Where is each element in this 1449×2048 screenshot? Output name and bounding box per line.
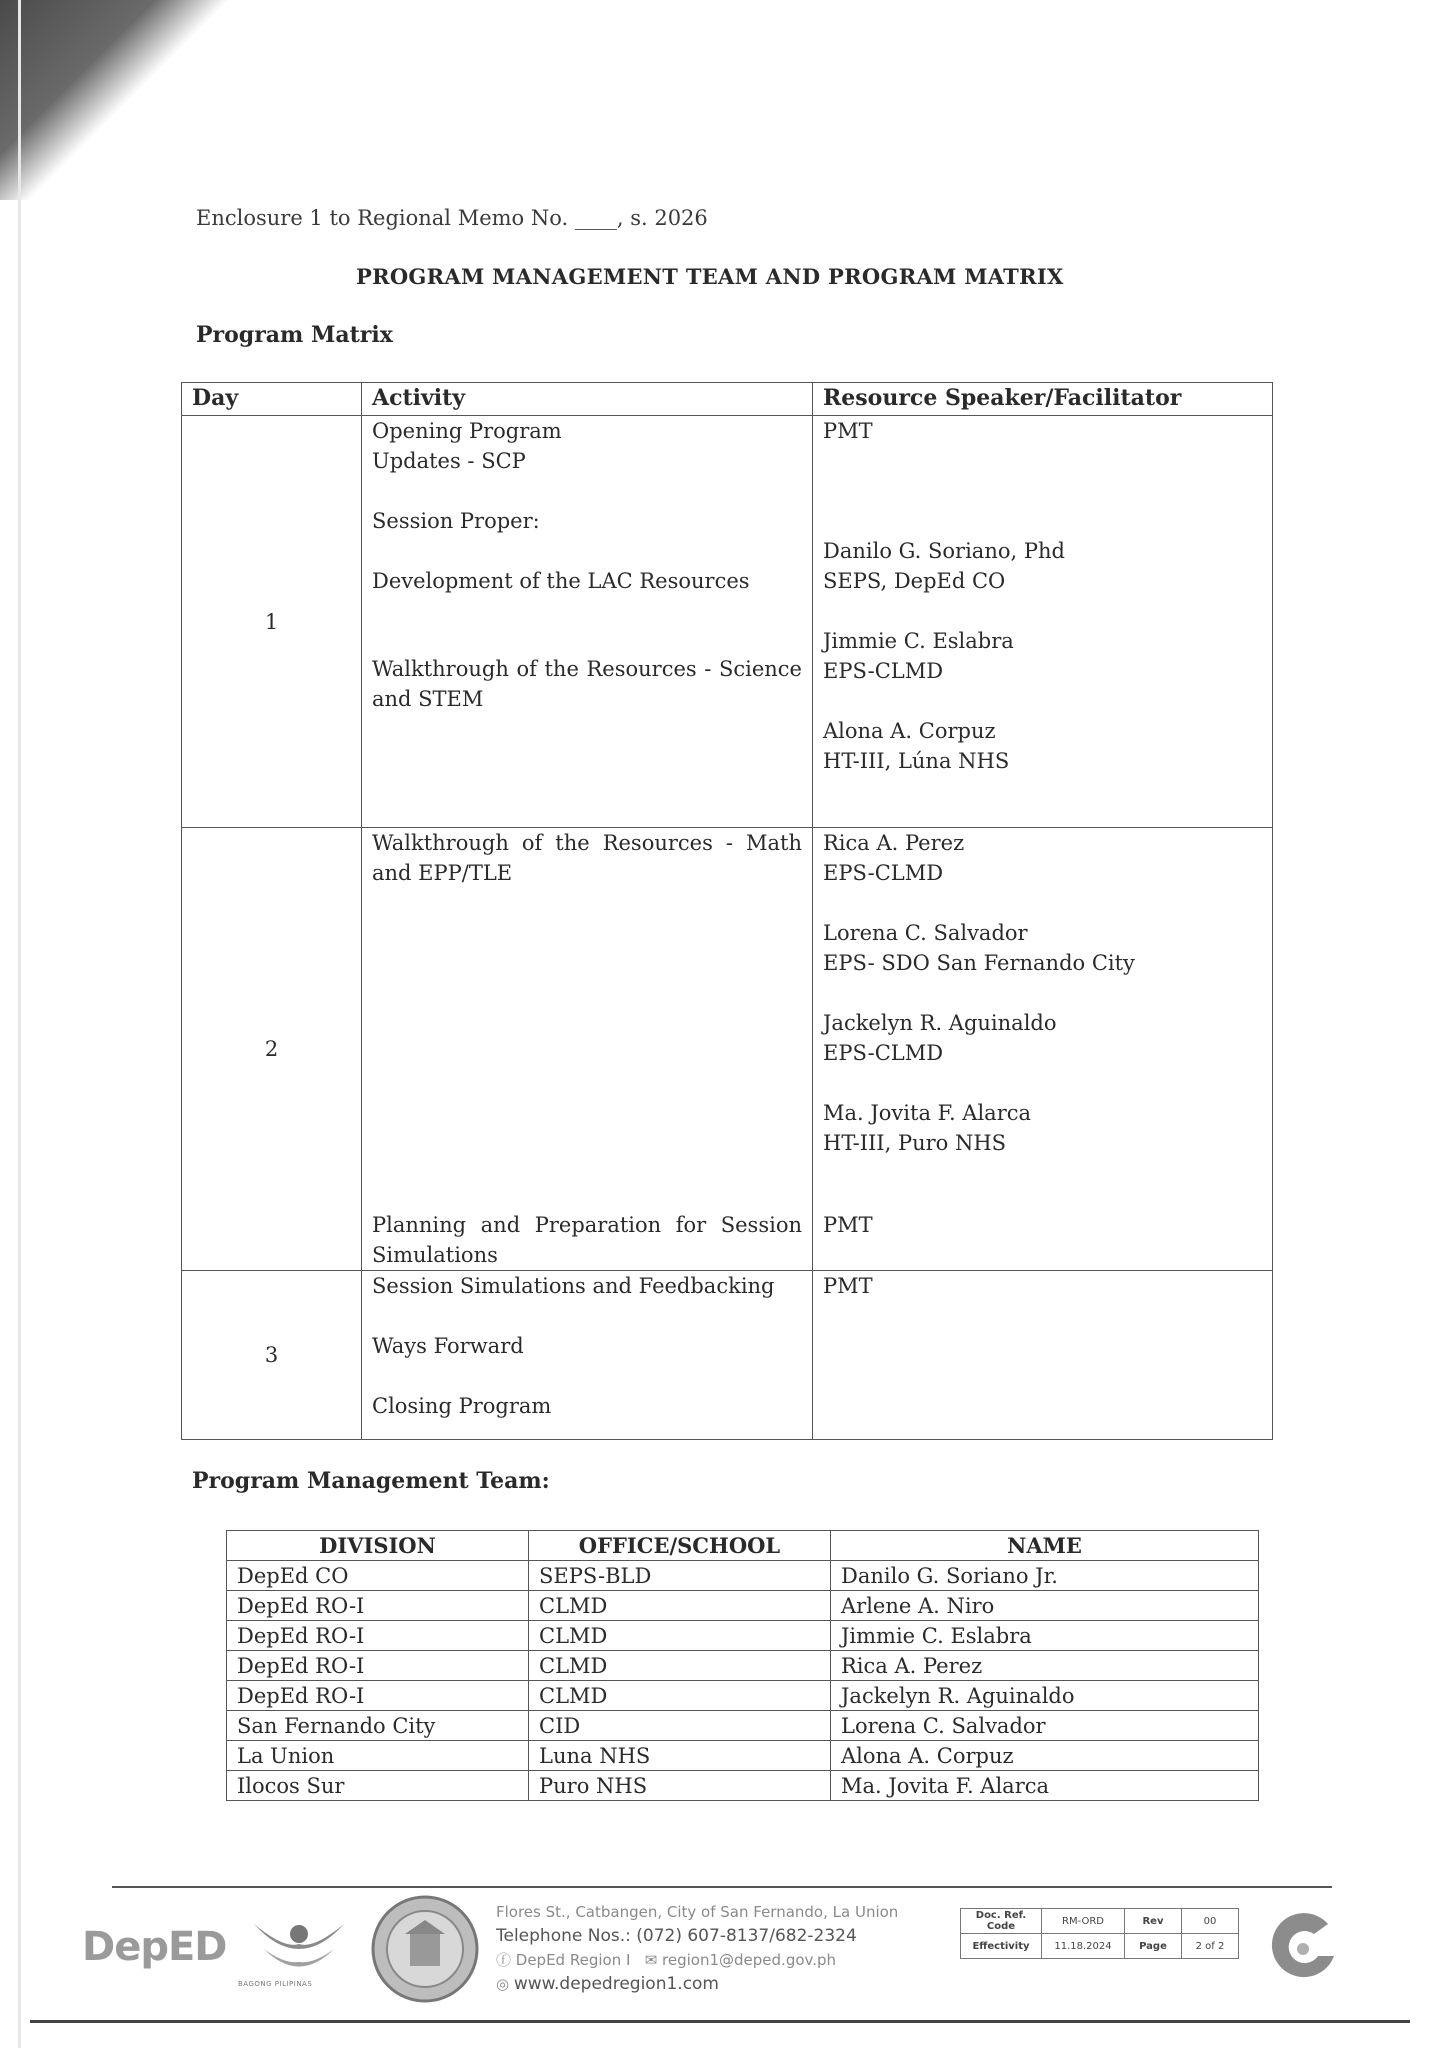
activity-item: Walkthrough of the Resources - Science and STEM — [372, 657, 802, 711]
column-header-division: DIVISION — [227, 1531, 529, 1561]
speaker-cell — [813, 828, 1273, 1271]
name-cell: Jackelyn R. Aguinaldo — [831, 1681, 1259, 1711]
deped-region-seal — [370, 1894, 480, 2004]
office-cell: CLMD — [529, 1681, 831, 1711]
name-cell: Danilo G. Soriano Jr. — [831, 1561, 1259, 1591]
speaker-item: EPS-CLMD — [823, 861, 944, 885]
scan-left-edge — [18, 0, 21, 2048]
activity-item: Walkthrough of the Resources - Math and EPP/TLE — [372, 831, 802, 885]
table-header-row — [227, 1531, 1259, 1561]
speaker-item: Alona A. Corpuz — [823, 719, 996, 743]
speaker-item: Danilo G. Soriano, Phd — [823, 539, 1065, 563]
doc-ref-label: Doc. Ref. Code — [961, 1909, 1042, 1934]
office-cell: Luna NHS — [529, 1741, 831, 1771]
column-header-name: NAME — [831, 1531, 1259, 1561]
activity-item: Session Simulations and Feedbacking — [372, 1274, 775, 1298]
speaker-item: HT-III, Lúna NHS — [823, 749, 1010, 773]
address-line: Flores St., Catbangen, City of San Fernando, La Union — [496, 1903, 899, 1921]
iso-certification-logo — [1258, 1904, 1348, 1994]
enclosure-line: Enclosure 1 to Regional Memo No. ____, s. 2026 — [196, 206, 708, 230]
footer-contact — [496, 1900, 898, 1996]
office-cell: CLMD — [529, 1591, 831, 1621]
page-value: 2 of 2 — [1182, 1934, 1239, 1959]
email-icon: ✉ — [644, 1951, 663, 1969]
division-cell: DepEd RO-I — [227, 1651, 529, 1681]
name-cell: Lorena C. Salvador — [831, 1711, 1259, 1741]
activity-item: Ways Forward — [372, 1334, 524, 1358]
column-header-activity: Activity — [362, 383, 813, 416]
email-text: region1@deped.gov.ph — [662, 1951, 837, 1969]
table-row-day-1 — [182, 416, 1273, 828]
activity-item: Session Proper: — [372, 509, 540, 533]
name-cell: Rica A. Perez — [831, 1651, 1259, 1681]
division-cell: DepEd CO — [227, 1561, 529, 1591]
document-control-box — [960, 1908, 1239, 1959]
activity-item: Closing Program — [372, 1394, 552, 1418]
division-cell: Ilocos Sur — [227, 1771, 529, 1801]
speaker-item: PMT — [823, 419, 873, 443]
rev-label: Rev — [1125, 1909, 1182, 1934]
program-matrix-table — [181, 382, 1273, 1440]
division-cell: DepEd RO-I — [227, 1591, 529, 1621]
column-header-speaker: Resource Speaker/Facilitator — [813, 383, 1273, 416]
scan-corner-shadow — [0, 0, 240, 200]
activity-item: Planning and Preparation for Session Simulations — [372, 1213, 802, 1267]
speaker-item: EPS- SDO San Fernando City — [823, 951, 1135, 975]
table-header-row — [182, 383, 1273, 416]
page-label: Page — [1125, 1934, 1182, 1959]
name-cell: Ma. Jovita F. Alarca — [831, 1771, 1259, 1801]
office-cell: CLMD — [529, 1651, 831, 1681]
column-header-office: OFFICE/SCHOOL — [529, 1531, 831, 1561]
speaker-item: Ma. Jovita F. Alarca — [823, 1101, 1032, 1125]
name-cell: Arlene A. Niro — [831, 1591, 1259, 1621]
program-matrix-heading: Program Matrix — [196, 322, 393, 348]
speaker-item: SEPS, DepEd CO — [823, 569, 1006, 593]
division-cell: San Fernando City — [227, 1711, 529, 1741]
table-row-day-3 — [182, 1271, 1273, 1440]
scan-bottom-edge — [30, 2020, 1410, 2023]
facebook-icon: ⓕ — [496, 1951, 516, 1969]
speaker-item: EPS-CLMD — [823, 1041, 944, 1065]
management-team-table — [226, 1530, 1259, 1801]
speaker-cell — [813, 416, 1273, 828]
speaker-item: Rica A. Perez — [823, 831, 965, 855]
activity-cell — [362, 828, 813, 1271]
speaker-item: PMT — [823, 1274, 873, 1298]
activity-item: Updates - SCP — [372, 449, 526, 473]
division-cell: DepEd RO-I — [227, 1621, 529, 1651]
day-cell: 2 — [182, 828, 362, 1271]
website-text: www.depedregion1.com — [513, 1974, 719, 1994]
telephone-line: Telephone Nos.: (072) 607-8137/682-2324 — [496, 1926, 857, 1946]
speaker-item: Lorena C. Salvador — [823, 921, 1028, 945]
activity-cell — [362, 1271, 813, 1440]
deped-logo: DepED — [82, 1924, 227, 1970]
table-row — [227, 1681, 1259, 1711]
effectivity-value: 11.18.2024 — [1042, 1934, 1125, 1959]
program-management-team-heading: Program Management Team: — [192, 1468, 550, 1494]
speaker-item: HT-III, Puro NHS — [823, 1131, 1007, 1155]
table-row — [227, 1771, 1259, 1801]
division-cell: La Union — [227, 1741, 529, 1771]
activity-item: Development of the LAC Resources — [372, 569, 750, 593]
bagong-pilipinas-caption: BAGONG PILIPINAS — [238, 1980, 313, 1988]
speaker-item: Jackelyn R. Aguinaldo — [823, 1011, 1057, 1035]
office-cell: CID — [529, 1711, 831, 1741]
division-cell: DepEd RO-I — [227, 1681, 529, 1711]
web-icon: ◎ — [496, 1975, 514, 1993]
day-cell: 3 — [182, 1271, 362, 1440]
office-cell: SEPS-BLD — [529, 1561, 831, 1591]
name-cell: Jimmie C. Eslabra — [831, 1621, 1259, 1651]
table-row — [227, 1591, 1259, 1621]
table-row — [227, 1561, 1259, 1591]
speaker-item: PMT — [823, 1213, 873, 1237]
facebook-text: DepEd Region I — [515, 1951, 631, 1969]
office-cell: Puro NHS — [529, 1771, 831, 1801]
table-row — [227, 1651, 1259, 1681]
table-row — [227, 1711, 1259, 1741]
effectivity-label: Effectivity — [961, 1934, 1042, 1959]
doc-ref-value: RM-ORD — [1042, 1909, 1125, 1934]
name-cell: Alona A. Corpuz — [831, 1741, 1259, 1771]
activity-item: Opening Program — [372, 419, 562, 443]
column-header-day: Day — [182, 383, 362, 416]
day-cell: 1 — [182, 416, 362, 828]
table-row — [227, 1741, 1259, 1771]
rev-value: 00 — [1182, 1909, 1239, 1934]
speaker-item: EPS-CLMD — [823, 659, 944, 683]
footer-divider — [112, 1886, 1332, 1888]
speaker-cell — [813, 1271, 1273, 1440]
table-row-day-2 — [182, 828, 1273, 1271]
activity-cell — [362, 416, 813, 828]
table-row — [227, 1621, 1259, 1651]
document-title: PROGRAM MANAGEMENT TEAM AND PROGRAM MATRIX — [356, 264, 1064, 289]
speaker-item: Jimmie C. Eslabra — [823, 629, 1014, 653]
office-cell: CLMD — [529, 1621, 831, 1651]
